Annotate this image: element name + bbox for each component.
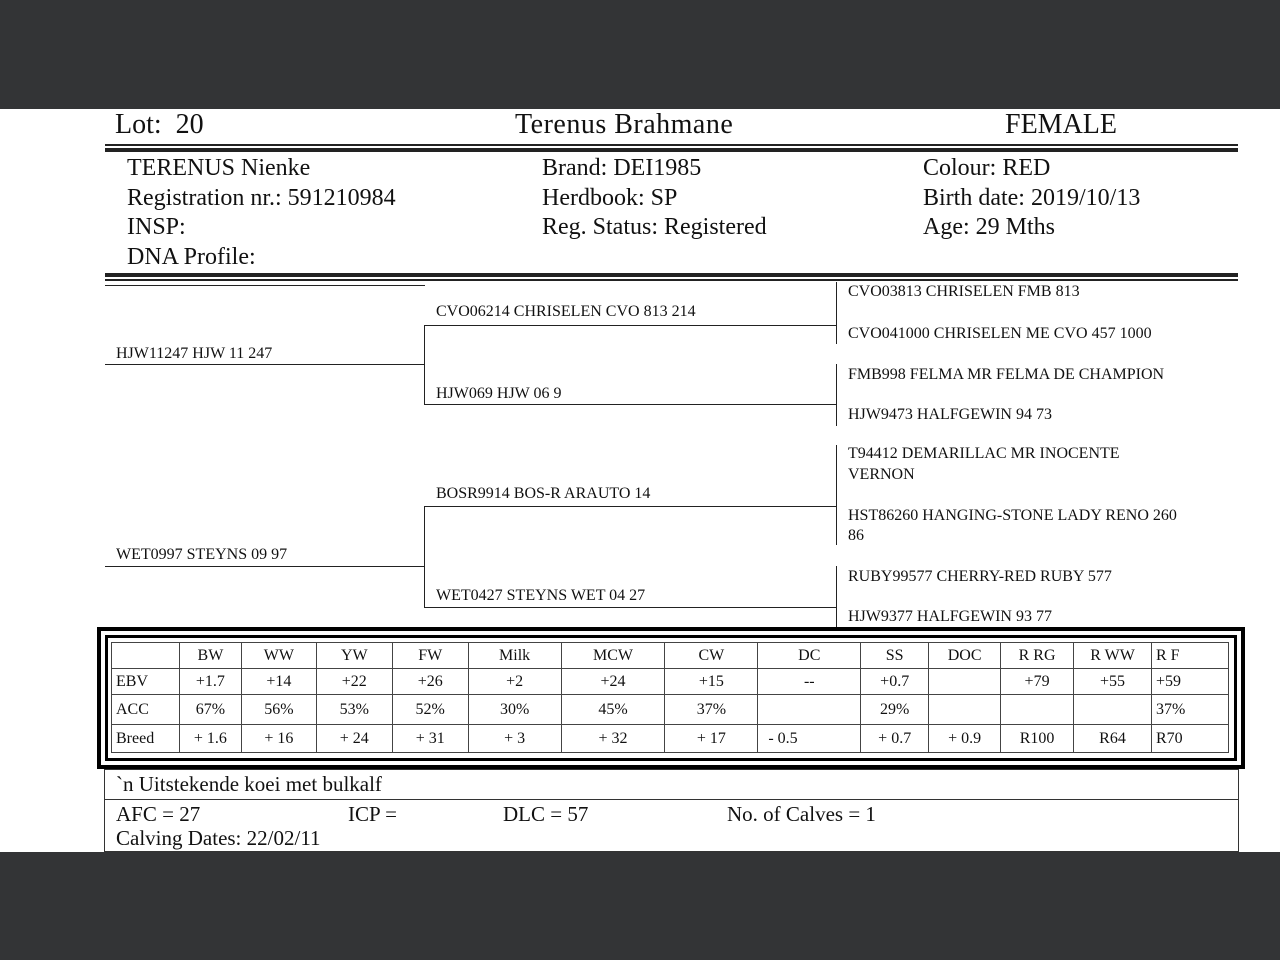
table-cell: 30% <box>468 695 561 725</box>
table-cell: R100 <box>1001 725 1074 753</box>
gg-name-1: CVO03813 CHRISELEN FMB 813 <box>848 283 1080 300</box>
dlc-value: DLC = 57 <box>503 802 589 826</box>
col-header <box>112 643 180 669</box>
animal-info-middle <box>542 154 767 243</box>
acc-row <box>112 695 1229 725</box>
table-cell: - 0.5 <box>758 725 861 753</box>
table-cell: +55 <box>1074 669 1152 695</box>
table-cell: R64 <box>1074 725 1152 753</box>
row-label: ACC <box>112 695 180 725</box>
table-cell: + 0.7 <box>861 725 929 753</box>
table-cell: +0.7 <box>861 669 929 695</box>
ebv-row <box>112 669 1229 695</box>
gg-name-3: FMB998 FELMA MR FELMA DE CHAMPION <box>848 366 1165 383</box>
gg-name-4: HJW9473 HALFGEWIN 94 73 <box>848 406 1052 423</box>
table-cell: +1.7 <box>179 669 241 695</box>
ebv-header-row <box>112 643 1229 669</box>
sire-bracket <box>424 325 425 404</box>
table-cell: +24 <box>561 669 665 695</box>
table-cell: 53% <box>316 695 392 725</box>
birth-date: Birth date: 2019/10/13 <box>923 184 1141 211</box>
lot-label: Lot: <box>115 109 162 140</box>
dam-name: WET0997 STEYNS 09 97 <box>116 546 288 563</box>
table-cell: 56% <box>241 695 316 725</box>
table-cell: + 17 <box>665 725 758 753</box>
comment-text: `n Uitstekende koei met bulkalf <box>116 772 382 796</box>
table-cell: +14 <box>241 669 316 695</box>
col-header: FW <box>392 643 468 669</box>
table-cell: 37% <box>1151 695 1228 725</box>
table-cell: + 1.6 <box>179 725 241 753</box>
gg-name-7: RUBY99577 CHERRY-RED RUBY 577 <box>848 568 1112 585</box>
table-cell: + 3 <box>468 725 561 753</box>
insp-label: INSP: <box>127 214 186 240</box>
table-cell: -- <box>758 669 861 695</box>
col-header: R RG <box>1001 643 1074 669</box>
calving-dates: Calving Dates: 22/02/11 <box>116 826 321 850</box>
row-label: Breed <box>112 725 180 753</box>
dna-profile-label: DNA Profile: <box>127 243 256 270</box>
table-cell: 45% <box>561 695 665 725</box>
gg-name-8: HJW9377 HALFGEWIN 93 77 <box>848 608 1052 625</box>
lot-number: 20 <box>175 109 204 140</box>
table-cell: + 31 <box>392 725 468 753</box>
afc-value: AFC = 27 <box>116 802 201 826</box>
animal-name: TERENUS Nienke <box>127 155 311 181</box>
sire-dam-line <box>424 404 836 405</box>
sire-dam-name: HJW069 HJW 06 9 <box>436 385 562 402</box>
dam-line <box>105 566 425 567</box>
header-rule-thick <box>105 148 1238 152</box>
brand: Brand: DEI1985 <box>542 155 702 181</box>
table-cell: +79 <box>1001 669 1074 695</box>
dam-sire-name: BOSR9914 BOS-R ARAUTO 14 <box>436 485 651 502</box>
gg-name-2: CVO041000 CHRISELEN ME CVO 457 1000 <box>848 325 1152 342</box>
icp-value: ICP = <box>348 802 397 826</box>
table-cell: 29% <box>861 695 929 725</box>
table-cell: +15 <box>665 669 758 695</box>
table-cell: 67% <box>179 695 241 725</box>
table-cell <box>929 669 1001 695</box>
col-header: DC <box>758 643 861 669</box>
gg-bracket-1 <box>836 282 837 344</box>
col-header: R F <box>1151 643 1228 669</box>
sire-line <box>105 364 425 365</box>
ebv-table <box>111 642 1229 753</box>
dam-bracket <box>424 506 425 607</box>
gg-bracket-2 <box>836 364 837 426</box>
animal-info-left <box>127 154 396 272</box>
table-cell: + 24 <box>316 725 392 753</box>
dam-sire-line <box>424 506 836 507</box>
gg-name-6-cont: 86 <box>848 527 864 544</box>
col-header: WW <box>241 643 316 669</box>
table-cell: 37% <box>665 695 758 725</box>
animal-info-right <box>923 154 1140 243</box>
col-header: MCW <box>561 643 665 669</box>
table-cell: + 32 <box>561 725 665 753</box>
table-cell: + 0.9 <box>929 725 1001 753</box>
gg-bracket-4 <box>836 566 837 628</box>
gg-name-5-cont: VERNON <box>848 466 915 483</box>
dam-dam-name: WET0427 STEYNS WET 04 27 <box>436 587 646 604</box>
table-cell: +26 <box>392 669 468 695</box>
table-cell: R70 <box>1151 725 1228 753</box>
table-cell <box>929 695 1001 725</box>
sex-label: FEMALE <box>1005 109 1117 140</box>
sire-sire-line <box>424 325 836 326</box>
sire-name: HJW11247 HJW 11 247 <box>116 345 273 362</box>
table-cell: +22 <box>316 669 392 695</box>
col-header: Milk <box>468 643 561 669</box>
table-cell <box>758 695 861 725</box>
col-header: YW <box>316 643 392 669</box>
calves-count: No. of Calves = 1 <box>727 802 876 826</box>
info-rule-thick <box>105 273 1238 277</box>
comment-box <box>104 769 1239 801</box>
table-cell <box>1001 695 1074 725</box>
dam-dam-line <box>424 607 836 608</box>
colour: Colour: RED <box>923 155 1051 181</box>
col-header: DOC <box>929 643 1001 669</box>
col-header: BW <box>179 643 241 669</box>
lot-card <box>0 109 1280 852</box>
info-rule-thin <box>105 279 1238 281</box>
col-header: SS <box>861 643 929 669</box>
sire-sire-name: CVO06214 CHRISELEN CVO 813 214 <box>436 303 696 320</box>
herdbook: Herdbook: SP <box>542 184 678 211</box>
table-cell: 52% <box>392 695 468 725</box>
breed-row <box>112 725 1229 753</box>
registration-number: Registration nr.: 591210984 <box>127 184 396 211</box>
header-rule-thin <box>105 144 1238 146</box>
age: Age: 29 Mths <box>923 214 1055 240</box>
gg-bracket-3 <box>836 445 837 545</box>
table-cell: +2 <box>468 669 561 695</box>
col-header: CW <box>665 643 758 669</box>
gg-name-5: T94412 DEMARILLAC MR INOCENTE <box>848 445 1120 462</box>
lot-label-group <box>115 109 204 141</box>
pedigree-top-line <box>105 285 425 286</box>
table-cell: + 16 <box>241 725 316 753</box>
row-label: EBV <box>112 669 180 695</box>
gg-name-6: HST86260 HANGING-STONE LADY RENO 260 <box>848 507 1177 524</box>
table-cell: +59 <box>1151 669 1228 695</box>
calving-box <box>104 799 1239 852</box>
table-cell <box>1074 695 1152 725</box>
reg-status: Reg. Status: Registered <box>542 214 767 240</box>
breeder-name: Terenus Brahmane <box>515 109 734 140</box>
col-header: R WW <box>1074 643 1152 669</box>
